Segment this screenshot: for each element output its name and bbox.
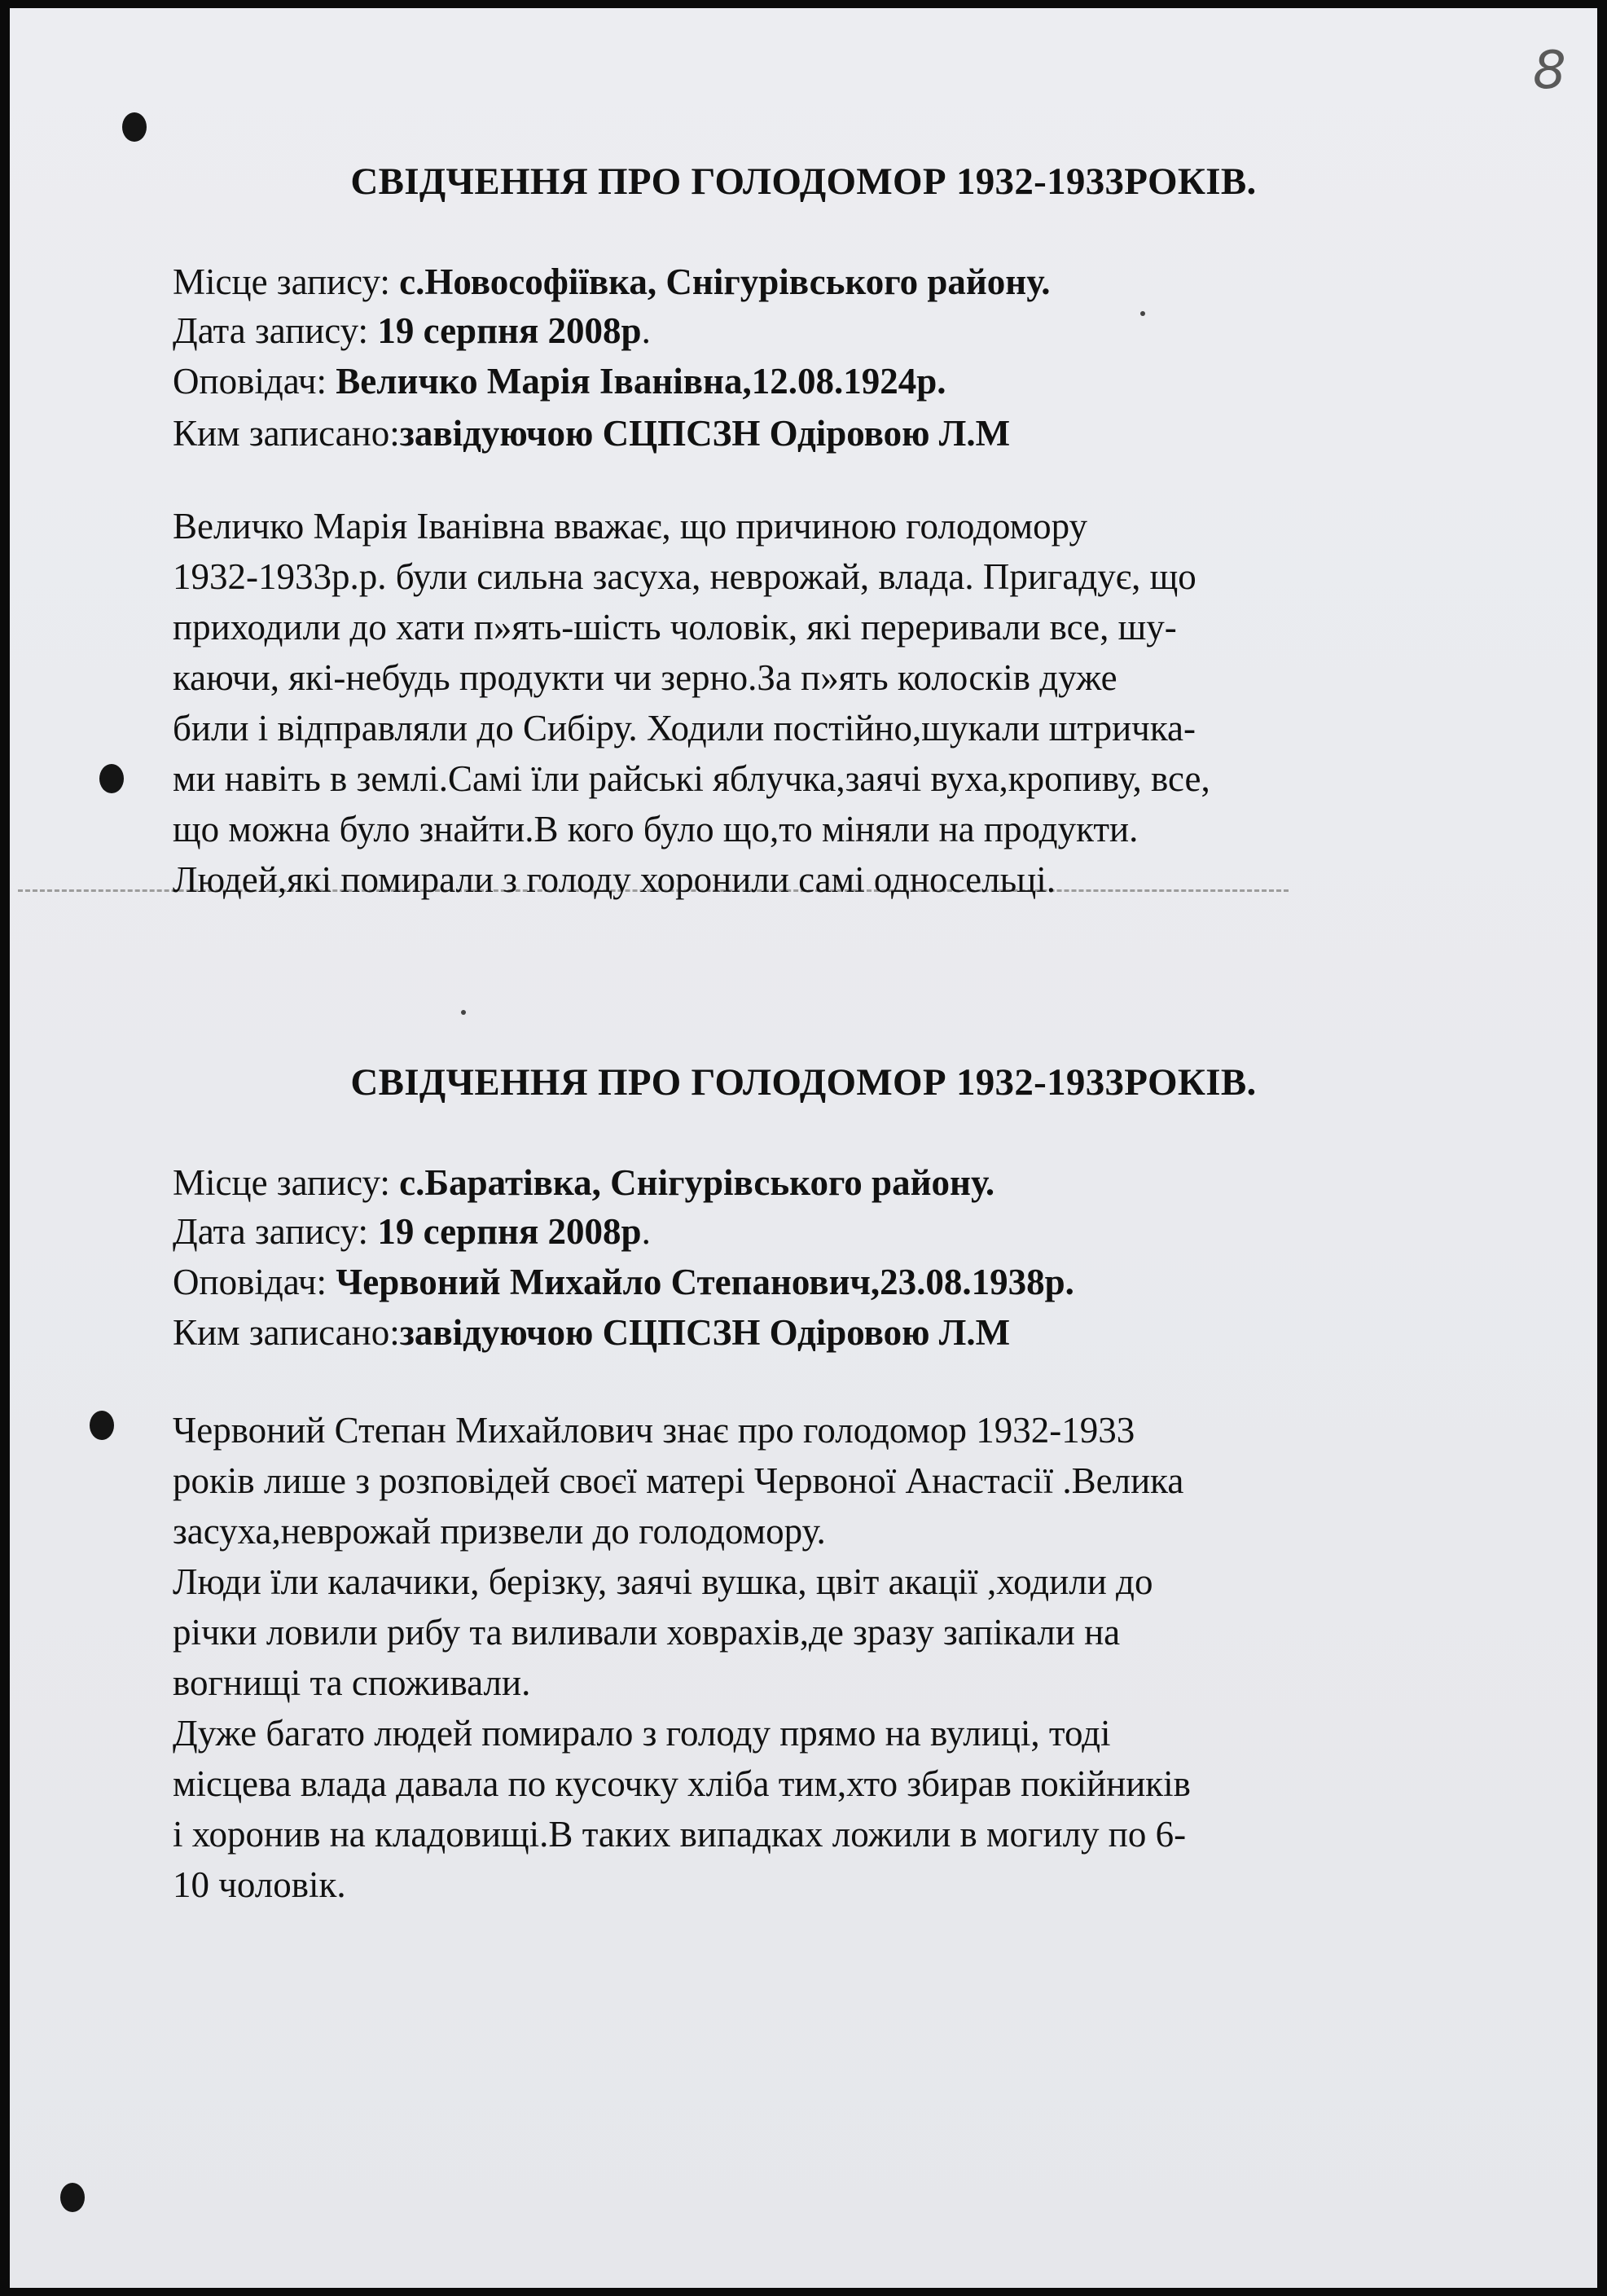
page-number: 8: [1533, 41, 1566, 101]
body-line: місцева влада давала по кусочку хліба тим,хто збирав покійників: [173, 1763, 1191, 1804]
record-date: [173, 1210, 651, 1253]
speck: [1140, 311, 1145, 316]
meta-label: Ким записано:: [173, 1312, 400, 1353]
narrator: [173, 360, 946, 402]
body-line: били і відправляли до Сибіру. Ходили постійно,шукали штричка-: [173, 708, 1196, 749]
meta-label: Оповідач:: [173, 361, 336, 402]
meta-value: 19 серпня 2008р: [377, 1211, 642, 1252]
body-line: років лише з розповідей своєї матері Червоної Анастасії .Велика: [173, 1460, 1184, 1501]
punch-hole: [60, 2183, 85, 2212]
record-date: [173, 309, 651, 352]
meta-label: Місце запису:: [173, 261, 400, 302]
punch-hole: [99, 764, 124, 793]
punch-hole: [90, 1411, 114, 1440]
body-line: вогнищі та споживали.: [173, 1662, 531, 1703]
body-line: і хоронив на кладовищі.В таких випадках ложили в могилу по 6-: [173, 1814, 1187, 1855]
meta-value: Червоний Михайло Степанович,23.08.1938р.: [336, 1262, 1074, 1302]
body-line: засуха,неврожай призвели до голодомору.: [173, 1511, 826, 1552]
body-line: 1932-1933р.р. були сильна засуха, неврожай, влада. Пригадує, що: [173, 556, 1196, 597]
body-line: Людей,які помирали з голоду хоронили самі односельці.: [173, 859, 1056, 900]
testimony-title: СВІДЧЕННЯ ПРО ГОЛОДОМОР 1932-1933РОКІВ.: [350, 160, 1257, 203]
meta-label: Дата запису:: [173, 1211, 378, 1252]
recorded-by: [173, 1311, 1010, 1354]
testimony-title: СВІДЧЕННЯ ПРО ГОЛОДОМОР 1932-1933РОКІВ.: [350, 1061, 1257, 1104]
body-line: Люди їли калачики, берізку, заячі вушка, цвіт акації ,ходили до: [173, 1561, 1153, 1602]
record-place: [173, 261, 1050, 303]
meta-label: Дата запису:: [173, 310, 378, 351]
body-line: Червоний Степан Михайлович знає про голодомор 1932-1933: [173, 1410, 1135, 1451]
meta-value: 19 серпня 2008р: [377, 310, 642, 351]
record-place: [173, 1161, 994, 1204]
meta-label: Оповідач:: [173, 1262, 336, 1302]
meta-value: с.Новософіївка, Снігурівського району.: [399, 261, 1051, 302]
body-line: приходили до хати п»ять-шість чоловік, які переривали все, шу-: [173, 607, 1177, 648]
document-page: [10, 8, 1597, 2288]
punch-hole: [122, 112, 147, 142]
meta-value: с.Баратівка, Снігурівського району.: [399, 1162, 995, 1203]
recorded-by: [173, 412, 1010, 454]
meta-label: Ким записано:: [173, 413, 400, 454]
body-line: каючи, які-небудь продукти чи зерно.За п»ять колосків дуже: [173, 657, 1117, 698]
body-line: Дуже багато людей помирало з голоду прямо на вулиці, тоді: [173, 1713, 1111, 1754]
body-line: ми навіть в землі.Самі їли райські яблучка,заячі вуха,кропиву, все,: [173, 758, 1210, 799]
body-line: що можна було знайти.В кого було що,то міняли на продукти.: [173, 809, 1139, 849]
meta-label: Місце запису:: [173, 1162, 400, 1203]
meta-suffix: .: [641, 310, 651, 351]
meta-value: Величко Марія Іванівна,12.08.1924р.: [336, 361, 946, 402]
meta-value: завідуючою СЦПСЗН Одіровою Л.М: [399, 413, 1011, 454]
speck: [461, 1010, 466, 1015]
body-line: Величко Марія Іванівна вважає, що причиною голодомору: [173, 506, 1087, 547]
body-line: річки ловили рибу та виливали ховрахів,де зразу запікали на: [173, 1612, 1121, 1653]
narrator: [173, 1261, 1074, 1303]
meta-suffix: .: [641, 1211, 651, 1252]
body-line: 10 чоловік.: [173, 1864, 346, 1905]
meta-value: завідуючою СЦПСЗН Одіровою Л.М: [399, 1312, 1011, 1353]
